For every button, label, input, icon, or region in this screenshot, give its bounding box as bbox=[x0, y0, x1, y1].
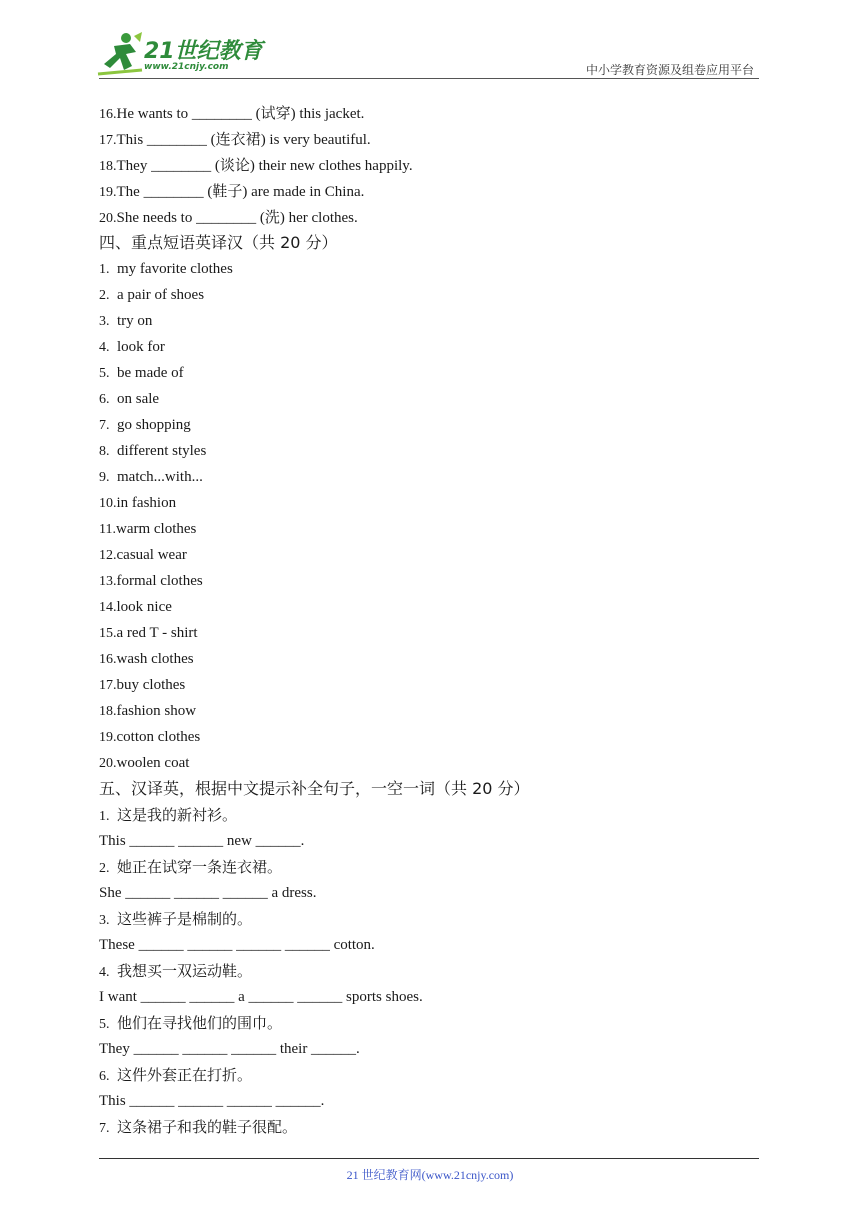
translation-answer: These ______ ______ ______ ______ cotton. bbox=[99, 937, 375, 953]
brand-url: www.21cnjy.com bbox=[144, 62, 229, 72]
phrase-item: 3. try on bbox=[99, 313, 153, 329]
fill-item: 19.The ________ (鞋子) are made in China. bbox=[99, 182, 365, 200]
platform-title: 中小学教育资源及组卷应用平台 bbox=[585, 63, 754, 77]
fill-item: 16.He wants to ________ (试穿) this jacket. bbox=[99, 104, 365, 122]
fill-item: 17.This ________ (连衣裙) is very beautiful. bbox=[99, 130, 371, 148]
section-four-title: 四、重点短语英译汉（共 20 分） bbox=[99, 233, 338, 252]
footer-divider bbox=[99, 1158, 759, 1159]
translation-answer: This ______ ______ new ______. bbox=[99, 833, 305, 849]
phrase-item: 13.formal clothes bbox=[99, 573, 203, 589]
translation-answer: They ______ ______ ______ their ______. bbox=[99, 1041, 360, 1057]
translation-prompt: 2. 她正在试穿一条连衣裙。 bbox=[99, 858, 283, 876]
translation-answer: I want ______ ______ a ______ ______ sports shoes. bbox=[99, 989, 423, 1005]
runner-logo-icon bbox=[96, 30, 146, 78]
phrase-item: 7. go shopping bbox=[99, 417, 191, 433]
translation-prompt: 5. 他们在寻找他们的围巾。 bbox=[99, 1014, 283, 1032]
phrase-item: 17.buy clothes bbox=[99, 677, 186, 693]
fill-item: 18.They ________ (谈论) their new clothes happily. bbox=[99, 156, 413, 174]
translation-prompt: 4. 我想买一双运动鞋。 bbox=[99, 962, 253, 980]
phrase-item: 9. match...with... bbox=[99, 469, 203, 485]
section-five-title: 五、汉译英，根据中文提示补全句子，一空一词（共 20 分） bbox=[99, 779, 530, 798]
document-body bbox=[99, 102, 761, 1142]
phrase-item: 14.look nice bbox=[99, 599, 172, 615]
header-divider bbox=[99, 78, 759, 79]
phrase-item: 20.woolen coat bbox=[99, 755, 190, 771]
page-header bbox=[0, 0, 860, 90]
translation-prompt: 6. 这件外套正在打折。 bbox=[99, 1066, 253, 1084]
translation-prompt: 3. 这些裤子是棉制的。 bbox=[99, 910, 253, 928]
phrase-item: 19.cotton clothes bbox=[99, 729, 201, 745]
translation-answer: She ______ ______ ______ a dress. bbox=[99, 885, 317, 901]
phrase-item: 6. on sale bbox=[99, 391, 160, 407]
translation-answer: This ______ ______ ______ ______. bbox=[99, 1093, 325, 1109]
phrase-item: 15.a red T - shirt bbox=[99, 625, 198, 641]
phrase-item: 16.wash clothes bbox=[99, 651, 194, 667]
fill-item: 20.She needs to ________ (洗) her clothes. bbox=[99, 208, 358, 226]
phrase-item: 11.warm clothes bbox=[99, 521, 197, 537]
phrase-item: 10.in fashion bbox=[99, 495, 177, 511]
translation-prompt: 7. 这条裙子和我的鞋子很配。 bbox=[99, 1118, 298, 1136]
phrase-item: 5. be made of bbox=[99, 365, 184, 381]
brand-name: 21世纪教育 bbox=[144, 39, 263, 64]
brand-logo bbox=[96, 30, 266, 80]
phrase-item: 4. look for bbox=[99, 339, 165, 355]
phrase-item: 12.casual wear bbox=[99, 547, 187, 563]
translation-prompt: 1. 这是我的新衬衫。 bbox=[99, 806, 238, 824]
phrase-item: 2. a pair of shoes bbox=[99, 287, 205, 303]
phrase-item: 8. different styles bbox=[99, 443, 207, 459]
footer-text: 21 世纪教育网(www.21cnjy.com) bbox=[346, 1168, 514, 1182]
phrase-item: 18.fashion show bbox=[99, 703, 197, 719]
phrase-item: 1. my favorite clothes bbox=[99, 261, 233, 277]
